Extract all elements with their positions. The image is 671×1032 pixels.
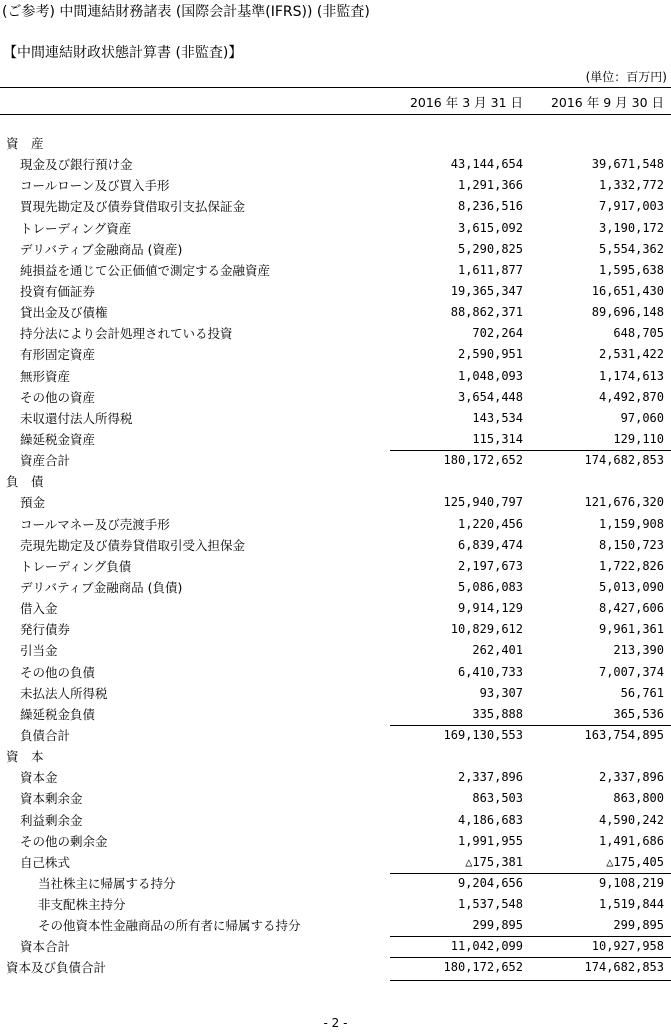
table-row <box>0 175 671 196</box>
table-row <box>0 196 671 217</box>
row-label: 無形資産 <box>20 368 71 384</box>
value-2016-09-30: 4,492,870 <box>598 389 664 404</box>
value-2016-09-30: 97,060 <box>620 410 664 425</box>
value-2016-09-30: 1,159,908 <box>598 516 664 531</box>
row-label: 利益剰余金 <box>20 812 83 828</box>
row-label: 発行債券 <box>20 622 71 638</box>
row-label: 買現先勘定及び債券貸借取引支払保証金 <box>20 199 246 215</box>
row-label: デリバティブ金融商品 (負債) <box>20 579 183 595</box>
value-2016-09-30: 3,190,172 <box>598 220 664 235</box>
header-bottom-rule <box>0 114 671 115</box>
table-row <box>0 598 671 619</box>
row-label: 売現先勘定及び債券貸借取引受入担保金 <box>20 537 246 553</box>
table-row <box>0 323 671 344</box>
value-2016-09-30: 39,671,548 <box>591 157 664 172</box>
value-2016-03-31: 335,888 <box>472 706 523 721</box>
value-2016-03-31: 180,172,652 <box>443 960 523 975</box>
value-2016-09-30: △175,405 <box>606 854 664 869</box>
table-row <box>0 154 671 175</box>
table-row <box>0 683 671 704</box>
page-number: - 2 - <box>323 1016 348 1030</box>
table-row <box>0 619 671 640</box>
table-row <box>0 471 671 492</box>
table-row <box>0 915 671 936</box>
table-row <box>0 450 671 471</box>
table-row <box>0 133 671 154</box>
value-2016-09-30: 5,554,362 <box>598 241 664 256</box>
row-label: 有形固定資産 <box>20 347 96 363</box>
value-2016-03-31: 2,337,896 <box>457 770 523 785</box>
header-top-rule <box>0 87 671 88</box>
value-2016-03-31: 1,291,366 <box>457 178 523 193</box>
value-2016-09-30: 648,705 <box>613 326 664 341</box>
value-2016-09-30: 7,007,374 <box>598 664 664 679</box>
value-2016-09-30: 10,927,958 <box>591 939 664 954</box>
row-label: 繰延税金負債 <box>20 706 96 722</box>
table-row <box>0 725 671 746</box>
value-2016-09-30: 16,651,430 <box>591 283 664 298</box>
column-header-1: 2016 年 3 月 31 日 <box>409 95 523 110</box>
balance-sheet-table <box>0 133 671 979</box>
value-2016-03-31: 169,130,553 <box>443 727 523 742</box>
row-label: 資本及び負債合計 <box>6 960 107 976</box>
row-label: 純損益を通じて公正価値で測定する金融資産 <box>20 262 271 278</box>
value-2016-03-31: 1,048,093 <box>457 368 523 383</box>
row-label: 持分法により会計処理されている投資 <box>20 326 233 342</box>
row-label: 預金 <box>20 495 46 511</box>
table-row <box>0 492 671 513</box>
row-label: 資本合計 <box>20 939 71 955</box>
table-row <box>0 831 671 852</box>
value-2016-09-30: 863,800 <box>613 791 664 806</box>
value-2016-03-31: 125,940,797 <box>443 495 523 510</box>
value-2016-03-31: 8,236,516 <box>457 199 523 214</box>
table-row <box>0 662 671 683</box>
value-2016-09-30: 121,676,320 <box>584 495 664 510</box>
value-2016-09-30: 4,590,242 <box>598 812 664 827</box>
table-row <box>0 767 671 788</box>
value-2016-09-30: 1,332,772 <box>598 178 664 193</box>
value-2016-09-30: 129,110 <box>613 431 664 446</box>
value-2016-03-31: 5,086,083 <box>457 579 523 594</box>
table-row <box>0 873 671 894</box>
value-2016-03-31: 6,839,474 <box>457 537 523 552</box>
value-2016-09-30: 1,595,638 <box>598 262 664 277</box>
table-row <box>0 810 671 831</box>
table-row <box>0 556 671 577</box>
row-label: 未収還付法人所得税 <box>20 410 133 426</box>
value-2016-09-30: 174,682,853 <box>584 453 664 468</box>
value-2016-03-31: 180,172,652 <box>443 453 523 468</box>
value-2016-03-31: 1,991,955 <box>457 833 523 848</box>
value-2016-09-30: 2,337,896 <box>598 770 664 785</box>
value-2016-03-31: 88,862,371 <box>450 305 523 320</box>
row-label: 借入金 <box>20 601 58 617</box>
value-2016-03-31: 5,290,825 <box>457 241 523 256</box>
table-row <box>0 852 671 873</box>
value-2016-09-30: 8,150,723 <box>598 537 664 552</box>
value-2016-03-31: 9,914,129 <box>457 601 523 616</box>
table-row <box>0 514 671 535</box>
value-2016-09-30: 5,013,090 <box>598 579 664 594</box>
row-label: 資 産 <box>6 136 44 151</box>
table-row <box>0 577 671 598</box>
page-title: (ご参考) 中間連結財務諸表 (国際会計基準(IFRS)) (非監査) <box>2 4 370 20</box>
value-2016-09-30: 213,390 <box>613 643 664 658</box>
value-2016-03-31: 299,895 <box>472 918 523 933</box>
value-2016-03-31: 702,264 <box>472 326 523 341</box>
row-label: 非支配株主持分 <box>38 897 126 913</box>
row-label: 負債合計 <box>20 727 71 743</box>
table-row <box>0 302 671 323</box>
value-2016-09-30: 163,754,895 <box>584 727 664 742</box>
row-label: その他の資産 <box>20 389 96 405</box>
value-2016-09-30: 56,761 <box>620 685 664 700</box>
table-row <box>0 535 671 556</box>
row-label: その他の負債 <box>20 664 96 680</box>
value-2016-09-30: 1,174,613 <box>598 368 664 383</box>
value-2016-03-31: 4,186,683 <box>457 812 523 827</box>
row-label: 現金及び銀行預け金 <box>20 157 133 173</box>
row-label: 繰延税金資産 <box>20 431 96 447</box>
row-label: 資産合計 <box>20 453 71 469</box>
value-2016-03-31: 143,534 <box>472 410 523 425</box>
value-2016-09-30: 89,696,148 <box>591 305 664 320</box>
table-row <box>0 239 671 260</box>
table-row <box>0 936 671 957</box>
value-2016-03-31: 19,365,347 <box>450 283 523 298</box>
section-title: 【中間連結財政状態計算書 (非監査)】 <box>3 45 243 61</box>
table-row <box>0 366 671 387</box>
row-label: 資本金 <box>20 770 58 786</box>
value-2016-03-31: 10,829,612 <box>450 622 523 637</box>
table-row <box>0 344 671 365</box>
value-2016-09-30: 8,427,606 <box>598 601 664 616</box>
row-label: 自己株式 <box>20 854 71 870</box>
row-label: 負 債 <box>6 474 44 490</box>
value-2016-03-31: 43,144,654 <box>450 157 523 172</box>
value-2016-09-30: 299,895 <box>613 918 664 933</box>
value-2016-03-31: 1,611,877 <box>457 262 523 277</box>
value-2016-03-31: 11,042,099 <box>450 939 523 954</box>
table-row <box>0 640 671 661</box>
row-label: トレーディング負債 <box>20 558 132 574</box>
value-2016-09-30: 1,722,826 <box>598 558 664 573</box>
value-2016-03-31: 115,314 <box>472 431 523 446</box>
table-row <box>0 260 671 281</box>
value-2016-03-31: 1,537,548 <box>457 897 523 912</box>
value-2016-09-30: 1,491,686 <box>598 833 664 848</box>
row-label: 資 本 <box>6 749 44 765</box>
value-2016-09-30: 9,108,219 <box>598 875 664 890</box>
row-label: デリバティブ金融商品 (資産) <box>20 241 183 257</box>
value-2016-09-30: 7,917,003 <box>598 199 664 214</box>
row-label: 資本剰余金 <box>20 791 83 807</box>
table-row <box>0 408 671 429</box>
value-2016-03-31: 1,220,456 <box>457 516 523 531</box>
table-row <box>0 218 671 239</box>
value-2016-03-31: 93,307 <box>479 685 523 700</box>
value-2016-03-31: 9,204,656 <box>457 875 523 890</box>
row-label: コールローン及び買入手形 <box>20 178 170 194</box>
unit-label: (単位：百万円) <box>585 70 667 84</box>
row-label: トレーディング資産 <box>20 220 132 236</box>
table-row <box>0 788 671 809</box>
table-row <box>0 281 671 302</box>
value-2016-09-30: 9,961,361 <box>598 622 664 637</box>
value-2016-09-30: 1,519,844 <box>598 897 664 912</box>
column-header-2: 2016 年 9 月 30 日 <box>550 95 664 110</box>
value-2016-03-31: 3,654,448 <box>457 389 523 404</box>
value-2016-03-31: 6,410,733 <box>457 664 523 679</box>
value-2016-03-31: △175,381 <box>465 854 523 869</box>
row-label: 引当金 <box>20 643 58 659</box>
row-label: 未払法人所得税 <box>20 685 108 701</box>
table-row <box>0 429 671 450</box>
row-label: 当社株主に帰属する持分 <box>38 875 176 891</box>
row-label: コールマネー及び売渡手形 <box>20 516 170 532</box>
value-2016-03-31: 2,197,673 <box>457 558 523 573</box>
row-label: その他の剰余金 <box>20 833 108 849</box>
value-2016-09-30: 365,536 <box>613 706 664 721</box>
value-2016-09-30: 174,682,853 <box>584 960 664 975</box>
table-row <box>0 704 671 725</box>
row-label: 貸出金及び債権 <box>20 305 108 321</box>
value-2016-03-31: 3,615,092 <box>457 220 523 235</box>
row-label: 投資有価証券 <box>20 283 96 299</box>
table-row <box>0 894 671 915</box>
value-2016-03-31: 262,401 <box>472 643 523 658</box>
table-row <box>0 387 671 408</box>
value-2016-03-31: 863,503 <box>472 791 523 806</box>
value-2016-09-30: 2,531,422 <box>598 347 664 362</box>
value-2016-03-31: 2,590,951 <box>457 347 523 362</box>
table-row <box>0 746 671 767</box>
table-row <box>0 957 671 978</box>
row-label: その他資本性金融商品の所有者に帰属する持分 <box>38 918 301 934</box>
